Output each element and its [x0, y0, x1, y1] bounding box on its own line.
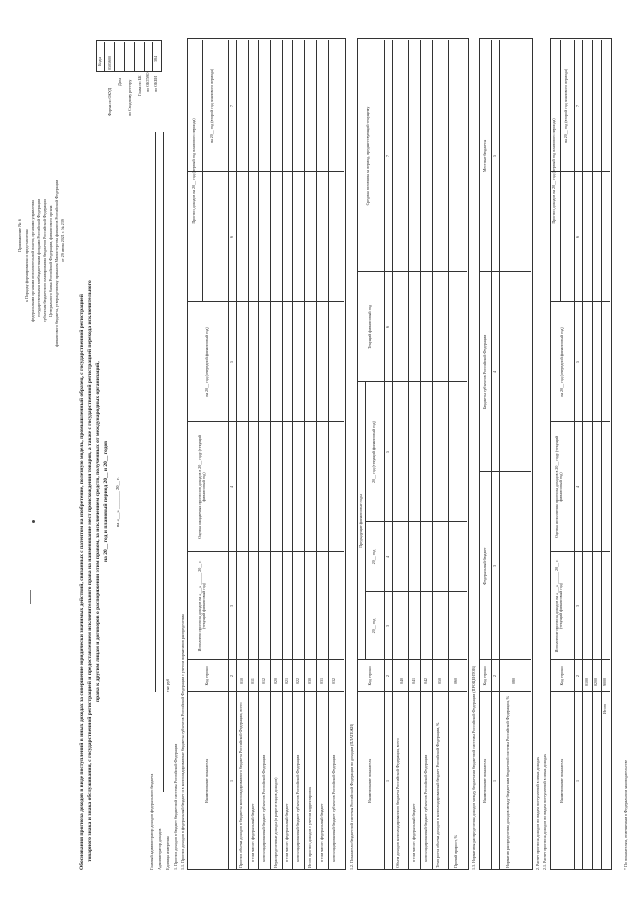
col-number: 3	[492, 565, 497, 567]
row-code: 0200	[593, 678, 598, 686]
table-row: в том числе: федеральный бюджет	[250, 803, 255, 862]
col-header: Наименование показателя	[204, 758, 209, 804]
table-row: Нераспределенные доходы (в разрезе видов доходов)	[273, 777, 278, 868]
col-number: 7	[229, 105, 234, 107]
col-header: Оценка ожидаемых прогнозов доходов в 20__ году (текущий финансовый год)	[197, 435, 207, 539]
col-number: 1	[575, 780, 580, 782]
code-label: Глава по БК	[137, 75, 142, 96]
codes-header: Коды	[97, 56, 102, 66]
col-number: 5	[492, 155, 497, 157]
row-code: 041	[411, 678, 416, 684]
attachment-title: Приложение № 6	[17, 219, 22, 252]
col-number: 4	[385, 556, 390, 558]
table-row: Прочий прирост, %	[453, 834, 458, 868]
col-header: на 20__ год (второй год планового периода)	[209, 68, 214, 144]
attachment-line: государственными внебюджетными фондами Российской Федерации	[36, 199, 41, 317]
table-row: Объем доходов консолидированного бюджета Российской Федерации, всего	[395, 738, 400, 868]
row-code: 022	[295, 678, 300, 684]
table-row: Норматив распределения доходов между бюджетами бюджетной системы Российской Федерации, %	[505, 696, 510, 868]
attachment-line: субъектам бюджетного планирования бюджетов Российской Федерации	[42, 199, 47, 322]
table-row: Итого прогноз доходов с учетом корректировок	[307, 786, 312, 868]
row-code: 0100	[584, 678, 589, 686]
table-row: в том числе: федеральный бюджет	[284, 803, 289, 862]
meta-line: Администратор доходов	[157, 828, 162, 870]
table-row: Прогноз объема доходов в бюджеты консолидированного бюджета Российской Федерации, всего	[238, 702, 243, 868]
table-row: в том числе: федеральный бюджет	[411, 803, 416, 862]
col-number: 6	[575, 236, 580, 238]
table-row: консолидированный бюджет субъектов Российской Федерации	[261, 754, 266, 862]
col-number: 2	[492, 675, 497, 677]
code-label: по Сводному реестру	[127, 79, 132, 116]
col-number: 5	[575, 361, 580, 363]
col-header: Код строки	[367, 666, 372, 686]
table-row: консолидированный бюджет субъектов Российской Федерации	[295, 754, 300, 862]
col-number: 1	[492, 780, 497, 782]
section-title: 1. Прогноз доходов в бюджет бюджетной системы Российской Федерации	[173, 743, 178, 870]
total-label: Итого	[602, 703, 607, 714]
row-code: 021	[284, 678, 289, 684]
section-title: 2. Расчет прогноза доходов по видам поступлений в иных доходах	[535, 757, 540, 870]
col-number: 6	[229, 236, 234, 238]
col-number: 3	[385, 625, 390, 627]
table-row: консолидированный бюджет субъектов Российской Федерации	[331, 754, 336, 862]
section-title: 1.3. Нормативы распределения доходов между бюджетами бюджетной системы Российской Федерации (ПРОЦЕНТОВ)	[471, 665, 476, 870]
col-header: Код строки	[482, 666, 487, 686]
col-header: Код строки	[204, 666, 209, 686]
row-code: 010	[239, 678, 244, 684]
col-number: 7	[575, 105, 580, 107]
attachment-line: финансового бюджета, утвержденному приказом Министерства финансов Российской Федерации	[54, 180, 59, 347]
row-code: 9000	[602, 678, 607, 686]
col-number: 2	[229, 675, 234, 677]
row-code: 032	[331, 678, 336, 684]
heading-line: товарного знака и знака обслуживания, с государственной регистрацией и предоставлением исключительного права на наименование мест происхождения товаров, а также с государственной регистрацией перехода исключительного	[87, 280, 93, 862]
code-label: по ОКТМО	[145, 72, 150, 92]
section-title: 1.1. Прогноз доходов в федеральный бюджет и в консолидированные бюджеты субъектов Российской Федерации с учетом нормативов распределения	[180, 614, 185, 870]
heading-line: на 20__ год и плановый период 20__ и 20__ годов	[103, 440, 109, 562]
attachment-line: к Порядку формирования и представления	[24, 229, 29, 302]
code-label: Форма по ОКУД	[107, 87, 112, 116]
row-code: 040	[399, 678, 404, 684]
col-number: 4	[492, 371, 497, 373]
col-header: на 20__ год (очередной финансовый год)	[204, 327, 209, 397]
col-header: 20__ год	[371, 549, 376, 565]
col-header: Федеральный бюджет	[482, 547, 487, 585]
col-number: 1	[385, 780, 390, 782]
heading-line: права к другим лицам и договоров о распоряжении этим правом, за исключением средств, полученных от международных организаций,	[95, 361, 101, 702]
table-row: в том числе: федеральный бюджет	[319, 803, 324, 862]
section-title: 1.2. Показатели бюджетной системы Российской Федерации по доходам (ПЛАТЕЖИ)	[349, 723, 354, 870]
col-number: 3	[229, 605, 234, 607]
col-number: 4	[229, 486, 234, 488]
row-code: 080	[511, 678, 516, 684]
col-header: Оценка исполнения прогноза доходов в 20__ году (текущий финансовый год)	[554, 436, 564, 538]
col-number: 7	[385, 155, 390, 157]
col-number: 6	[385, 326, 390, 328]
col-number: 5	[229, 361, 234, 363]
form-sheet	[0, 12, 640, 892]
col-header: Местные бюджеты	[482, 139, 487, 173]
row-code: 030	[307, 678, 312, 684]
col-header: Исполнено прогноза доходов на «___» ______ 20__ г. (текущий финансовый год)	[197, 560, 207, 652]
attachment-line: Центрального банка Российской Федерации, финансового органа	[48, 205, 53, 317]
col-header: Код строки	[559, 666, 564, 686]
col-header: Текущий финансовый год	[367, 304, 372, 350]
table-row: консолидированный бюджет субъектов Российской Федерации	[423, 754, 428, 862]
col-header: 20__ год	[371, 618, 376, 634]
meta-line: Главный администратор доходов федерального бюджета	[149, 773, 154, 870]
code-value: 0505600	[107, 56, 112, 70]
col-header: 20__ год (текущий финансовый год)	[371, 421, 376, 483]
col-number: 1	[229, 780, 234, 782]
row-code: 031	[319, 678, 324, 684]
code-label: по ОКЕИ	[153, 75, 158, 92]
unit: тыс руб	[165, 678, 170, 692]
col-header: Прогноз доходов на 20__ год (первый год планового периода)	[551, 118, 556, 224]
col-header: на 20__ год (очередной финансовый год)	[559, 327, 564, 397]
col-number: 5	[385, 451, 390, 453]
col-header: Средняя величина за период, предшествующий текущему	[365, 106, 370, 206]
attachment-line: федеральными органами исполнительной власти, органами управления	[30, 199, 35, 322]
attachment-line: от 29 июня 2021 г. № 239	[60, 219, 65, 262]
scan-dot	[32, 520, 35, 523]
col-number: 2	[575, 675, 580, 677]
table-row: Темп роста объема доходов в консолидированный бюджет Российской Федерации, %	[435, 722, 440, 868]
col-header: Наименование показателя	[559, 758, 564, 804]
col-header: Предыдущие финансовые годы	[358, 494, 363, 548]
footnote: * По показателям, отмечаемым в Федеральном законодательстве	[623, 759, 628, 870]
code-label: Дата	[117, 78, 122, 86]
row-code: 012	[261, 678, 266, 684]
col-number: 3	[575, 605, 580, 607]
row-code: 060	[453, 678, 458, 684]
col-header: Наименование показателя	[482, 758, 487, 804]
row-code: 050	[437, 678, 442, 684]
row-code: 042	[423, 678, 428, 684]
col-header: Исполнение прогноза доходов на «___» ______ 20__ г. (текущий финансовый год)	[554, 559, 564, 653]
col-header: Прогноз доходов на 20__ год (первый год планового периода)	[191, 118, 196, 224]
heading-line: Обоснования прогноза доходов в виде поступлений в иных доходах за совершение юридически значимых действий, связанных с патентом на изобретение, полезную модель, промышленный образец, с государственной регистрацией	[79, 294, 85, 870]
section-subtitle: 2.1. Расчет прогноза доходов по видам поступлений в иных доходах	[542, 754, 547, 870]
col-number: 2	[385, 675, 390, 677]
scan-mark	[30, 590, 31, 604]
col-header: Бюджеты субъектов Российской Федерации	[482, 334, 487, 410]
row-code: 011	[250, 678, 255, 684]
meta-line: Единица измерения	[165, 836, 170, 870]
report-date: на «___» ________ 20__ г.	[115, 477, 120, 527]
row-code: 020	[273, 678, 278, 684]
col-header: на 20__ год (второй год планового периода)	[563, 68, 568, 144]
code-value: 384	[153, 56, 158, 62]
col-header: Наименование показателя	[367, 758, 372, 804]
col-number: 4	[575, 486, 580, 488]
